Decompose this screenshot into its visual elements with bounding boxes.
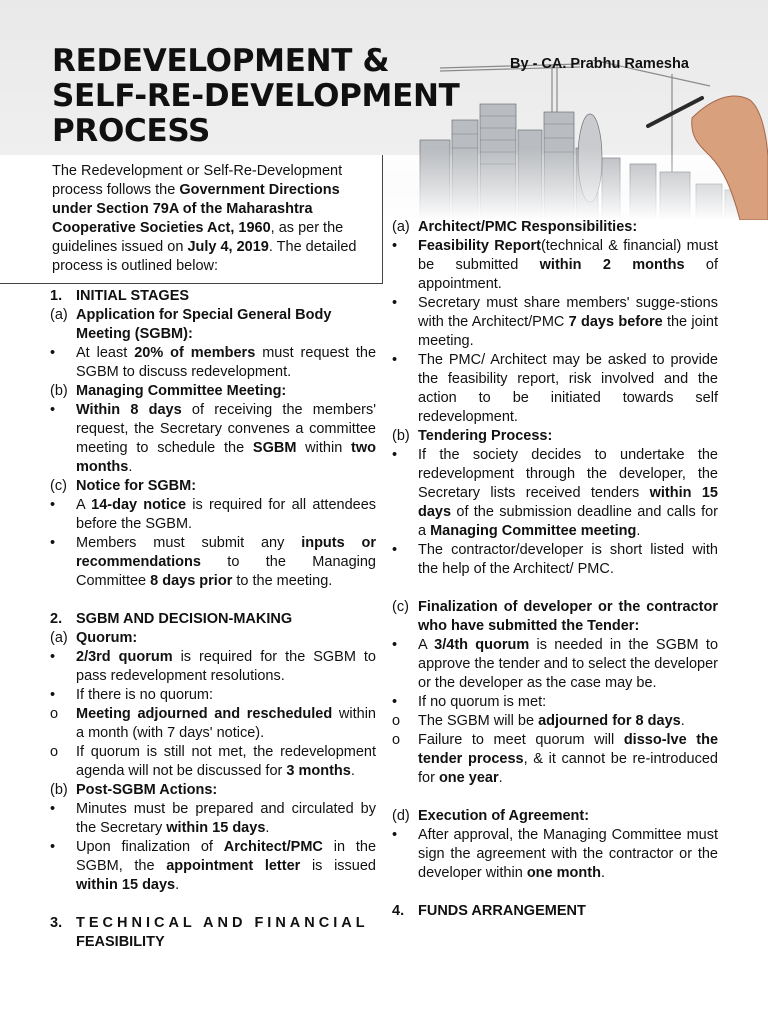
left-column bbox=[50, 287, 376, 952]
subsection-heading: (c) Notice for SGBM: bbox=[50, 478, 197, 494]
list-item: o Failure to meet quorum will disso-lve the tender process, & it cannot be re-introduced for one year. bbox=[392, 732, 719, 786]
intro-paragraph: The Redevelopment or Self-Re-Development process follows the Government Directions under Section 79A of the Maharashtra Cooperative Societies Act, 1960, as per the guidelines issued on July 4, 2019. The detailed process is outlined below: bbox=[52, 163, 357, 274]
list-item: • 2/3rd quorum is required for the SGBM to pass redevelopment resolutions. bbox=[50, 649, 377, 684]
list-item: • Within 8 days of receiving the members' request, the Secretary convenes a committee meeting to schedule the SGBM within two months. bbox=[50, 402, 376, 475]
section-2-heading: 2. SGBM AND DECISION-MAKING bbox=[50, 611, 293, 627]
subsection-heading: (b) Managing Committee Meeting: bbox=[50, 383, 287, 399]
list-item: • The contractor/developer is short listed with the help of the Architect/ PMC. bbox=[392, 542, 718, 577]
section-4-heading: 4. FUNDS ARRANGEMENT bbox=[392, 903, 586, 919]
list-item: • The PMC/ Architect may be asked to provide the feasibility report, risk involved and the action to be initiated towards self redevelopment. bbox=[392, 352, 718, 425]
list-item: • Minutes must be prepared and circulated by the Secretary within 15 days. bbox=[50, 801, 376, 836]
subsection-heading: (d) Execution of Agreement: bbox=[392, 808, 590, 824]
list-item: • If the society decides to undertake the redevelopment through the developer, the Secretary lists received tenders within 15 days of the submission deadline and calls for a Managing Committee meeting. bbox=[392, 447, 718, 539]
list-item: • A 14-day notice is required for all attendees before the SGBM. bbox=[50, 497, 377, 532]
title-line-2: SELF-RE-DEVELOPMENT bbox=[52, 78, 460, 114]
list-item: • Members must submit any inputs or recommendations to the Managing Committee 8 days prior to the meeting. bbox=[50, 535, 376, 589]
title-line-1: REDEVELOPMENT & bbox=[52, 43, 390, 79]
list-item: • After approval, the Managing Committee must sign the agreement with the contractor or the developer within one month. bbox=[392, 827, 718, 881]
list-item: • If no quorum is met: bbox=[392, 694, 547, 710]
author-byline: By - CA. Prabhu Ramesha bbox=[510, 56, 689, 72]
subsection-heading: (a) Quorum: bbox=[50, 630, 138, 646]
list-item: • Secretary must share members' sugge-stions with the Architect/PMC 7 days before the joint meeting. bbox=[392, 295, 718, 349]
right-column bbox=[392, 218, 718, 921]
list-item: o The SGBM will be adjourned for 8 days. bbox=[392, 713, 685, 729]
list-item: o Meeting adjourned and rescheduled within a month (with 7 days' notice). bbox=[50, 706, 376, 741]
subsection-heading: (c) Finalization of developer or the contractor who have submitted the Tender: bbox=[392, 599, 718, 634]
section-3-heading: 3. TECHNICAL AND FINANCIAL FEASIBILITY bbox=[50, 915, 369, 950]
list-item: o If quorum is still not met, the redevelopment agenda will not be discussed for 3 months. bbox=[50, 744, 376, 779]
page-title bbox=[52, 44, 459, 149]
subsection-heading: (b) Post-SGBM Actions: bbox=[50, 782, 218, 798]
subsection-heading: (a) Architect/PMC Responsibilities: bbox=[392, 219, 638, 235]
list-item: • If there is no quorum: bbox=[50, 687, 214, 703]
subsection-heading: (a) Application for Special General Body Meeting (SGBM): bbox=[50, 307, 332, 342]
section-1-heading: 1. INITIAL STAGES bbox=[50, 288, 190, 304]
subsection-heading: (b) Tendering Process: bbox=[392, 428, 553, 444]
title-line-3: PROCESS bbox=[52, 113, 211, 149]
list-item: • A 3/4th quorum is needed in the SGBM to approve the tender and to select the developer or the developer as the case may be. bbox=[392, 637, 719, 691]
list-item: • At least 20% of members must request the SGBM to discuss redevelopment. bbox=[50, 345, 377, 380]
list-item: • Feasibility Report(technical & financial) must be submitted within 2 months of appointment. bbox=[392, 238, 719, 292]
list-item: • Upon finalization of Architect/PMC in the SGBM, the appointment letter is issued within 15 days. bbox=[50, 839, 377, 893]
